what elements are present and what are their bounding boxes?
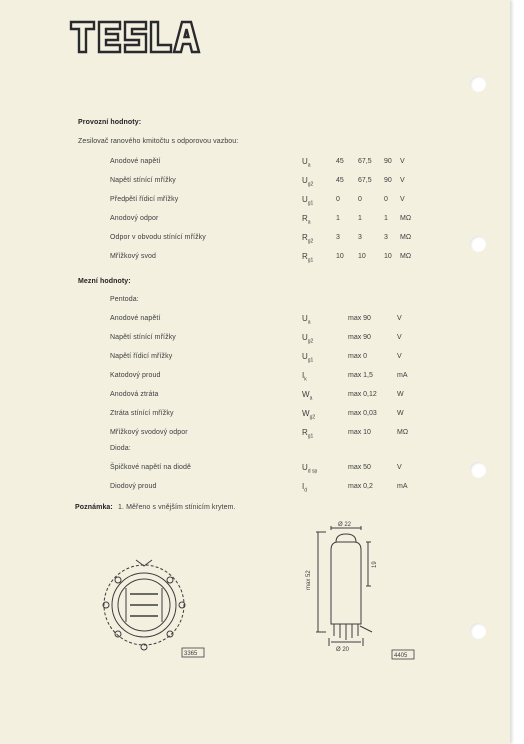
punch-hole [470,236,486,252]
symbol-letter: U [302,157,308,166]
symbol-letter: U [302,176,308,185]
symbol-subscript: d sp [307,468,318,475]
value-2: 10 [358,253,366,260]
note-label: Poznámka: [75,504,113,511]
limit-value: max 0,2 [348,483,373,490]
unit: MΩ [400,215,412,222]
unit: MΩ [400,253,412,260]
dim-top-diameter: Ø 22 [338,522,352,528]
limit-label: Anodové napětí [110,315,161,322]
limit-value: max 90 [348,315,371,322]
limit-value: max 0,12 [348,391,377,398]
limit-label: Mřížkový svodový odpor [110,429,188,436]
value-3: 90 [384,177,392,184]
value-2: 67,5 [358,158,372,165]
value-1: 3 [336,234,340,241]
symbol-subscript: g1 [307,257,314,264]
symbol-subscript: a [307,219,311,226]
limit-value: max 50 [348,464,371,471]
limit-label: Diodový proud [110,483,157,490]
dim-max-length: max 52 [306,570,312,590]
limit-unit: V [397,464,402,471]
symbol-letter: W [302,409,310,418]
symbol [302,409,315,421]
limit-label: Katodový proud [110,372,161,379]
limit-unit: W [397,391,404,398]
dim-bulb-length: 19 [372,561,378,568]
symbol [302,352,313,364]
symbol [302,428,313,440]
value-2: 67,5 [358,177,372,184]
limit-unit: MΩ [397,429,409,436]
limit-unit: mA [397,483,408,490]
limit-value: max 0 [348,353,368,360]
limit-unit: V [397,334,402,341]
symbol [302,157,311,169]
limit-label: Špičkové napětí na diodě [110,464,192,471]
limit-label: Anodová ztráta [110,391,159,398]
drawing-ref-socket: 3365 [184,651,198,657]
limit-value: max 1,5 [348,372,373,379]
unit: MΩ [400,234,412,241]
punch-hole [470,462,486,478]
symbol-subscript: g1 [307,200,314,207]
note-text: 1. Měřeno s vnějším stínicím krytem. [118,504,236,511]
symbol [302,482,307,494]
symbol-subscript: d [304,487,308,494]
symbol-letter: U [302,314,308,323]
symbol-subscript: g1 [307,357,314,364]
value-3: 3 [384,234,388,241]
symbol-letter: W [302,390,310,399]
symbol-letter: I [302,482,305,491]
limit-value: max 0,03 [348,410,377,417]
param-label: Napětí stínící mřížky [110,177,176,184]
section-title-operating: Provozní hodnoty: [78,119,142,126]
param-label: Mřížkový svod [110,253,157,260]
limit-value: max 10 [348,429,371,436]
symbol-subscript: g2 [307,181,314,188]
value-2: 0 [358,196,362,203]
symbol-subscript: g1 [307,433,314,440]
value-3: 1 [384,215,388,222]
symbol-letter: U [302,195,308,204]
punch-hole [470,76,486,92]
symbol-subscript: a [309,395,313,402]
limit-unit: V [397,315,402,322]
symbol-letter: I [302,371,305,380]
symbol-letter: R [302,214,308,223]
value-1: 10 [336,253,344,260]
socket-diagram [96,558,206,662]
symbol-letter: R [302,428,308,437]
symbol-letter: U [302,352,308,361]
symbol-subscript: g2 [309,414,316,421]
param-label: Anodový odpor [110,215,159,222]
unit: V [400,177,405,184]
symbol [302,214,311,226]
symbol [302,333,313,345]
symbol [302,463,317,475]
symbol [302,371,307,383]
value-1: 0 [336,196,340,203]
dim-base-diameter: Ø 20 [336,647,350,653]
value-2: 1 [358,215,362,222]
symbol [302,176,313,188]
param-label: Odpor v obvodu stínící mřížky [110,234,206,241]
symbol-subscript: g2 [307,238,314,245]
symbol [302,233,313,245]
limit-label: Napětí stínící mřížky [110,334,176,341]
unit: V [400,196,405,203]
section-subtitle: Zesilovač ranového kmitočtu s odporovou vazbou: [78,138,239,145]
tube-outline-diagram [296,520,416,660]
punch-hole [470,623,486,639]
unit: V [400,158,405,165]
value-2: 3 [358,234,362,241]
group-label-diode: Dioda: [110,445,131,452]
symbol [302,390,312,402]
limit-label: Ztráta stínící mřížky [110,410,174,417]
value-3: 0 [384,196,388,203]
symbol-letter: U [302,333,308,342]
symbol-letter: R [302,252,308,261]
value-1: 45 [336,158,344,165]
symbol-subscript: a [307,162,311,169]
limit-value: max 90 [348,334,371,341]
group-label-pentode: Pentoda: [110,296,139,303]
limit-label: Napětí řídicí mřížky [110,353,173,360]
symbol-letter: U [302,463,308,472]
symbol [302,195,313,207]
param-label: Anodové napětí [110,158,161,165]
symbol-letter: R [302,233,308,242]
limit-unit: V [397,353,402,360]
limit-unit: mA [397,372,408,379]
tesla-logo [68,14,202,58]
value-1: 45 [336,177,344,184]
section-title-limits: Mezní hodnoty: [78,278,131,285]
drawing-ref-tube: 4405 [394,653,408,659]
symbol-subscript: g2 [307,338,314,345]
symbol-subscript: k [304,376,307,383]
symbol [302,314,311,326]
value-3: 90 [384,158,392,165]
symbol [302,252,313,264]
param-label: Předpětí řídicí mřížky [110,196,179,203]
symbol-subscript: a [307,319,311,326]
limit-unit: W [397,410,404,417]
value-3: 10 [384,253,392,260]
value-1: 1 [336,215,340,222]
